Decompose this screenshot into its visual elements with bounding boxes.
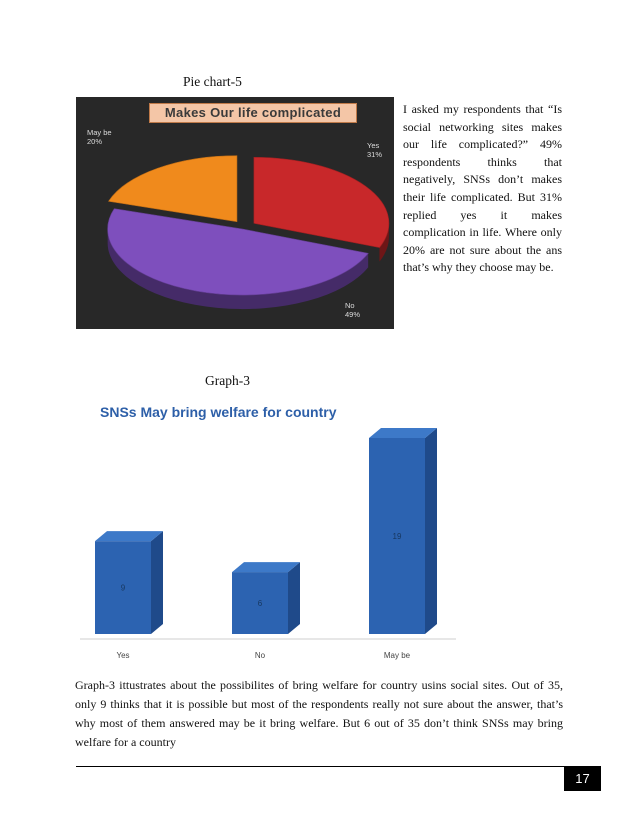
bar-side-no [288,562,300,634]
pie-label-may-be-value: 20% [87,137,103,146]
pie-chart-caption: Pie chart-5 [183,74,242,89]
bar-side-yes [151,531,163,634]
pie-chart-description: I asked my respondents that “Is social networking sites makes our life complicated?” 49% respondents thinks that negatively, SNSs don’t makes their life complicated. But 31% replied yes it makes complication in life. Where only 20% are not sure about the ans that’s why they choose may be. [403,102,562,275]
footer-divider [76,766,564,767]
pie-chart-title: Makes Our life complicated [149,103,357,123]
pie-chart [76,97,394,329]
bar-top-may-be [369,428,437,438]
bar-chart-caption: Graph-3 [205,373,250,388]
pie-label-yes-name: Yes [367,141,380,150]
pie-label-may-be-name: May be [87,128,112,137]
pie-label-no [345,301,360,319]
pie-label-no-value: 49% [345,310,361,319]
bar-value-label-no: 6 [257,599,263,609]
pie-label-may-be [87,128,112,146]
bar-chart-description: Graph-3 ittustrates about the possibilites of bring welfare for country usins social sites. Out of 35, only 9 thinks that it is possible but most of the respondents really not sure about the answer, that’s why most of them answered may be it bring welfare. But 6 out of 35 don’t think SNSs may bring welfare for a country [75,678,563,749]
pie-label-yes-value: 31% [367,150,383,159]
bar-value-label-may-be: 19 [392,532,402,541]
bar-value-label-yes: 9 [120,583,126,593]
bar-category-label-yes: Yes [116,651,130,660]
page-number: 17 [564,766,601,791]
pie-label-yes [367,141,382,159]
pie-slice-yes [254,157,389,247]
pie-label-no-name: No [345,301,355,310]
bar-category-label-may-be: May be [383,651,411,660]
pie-chart-graphic [76,97,394,329]
bar-chart [72,396,464,666]
bar-category-label-no: No [254,651,266,660]
bar-side-may-be [425,428,437,634]
bar-chart-title: SNSs May bring welfare for country [100,404,337,420]
